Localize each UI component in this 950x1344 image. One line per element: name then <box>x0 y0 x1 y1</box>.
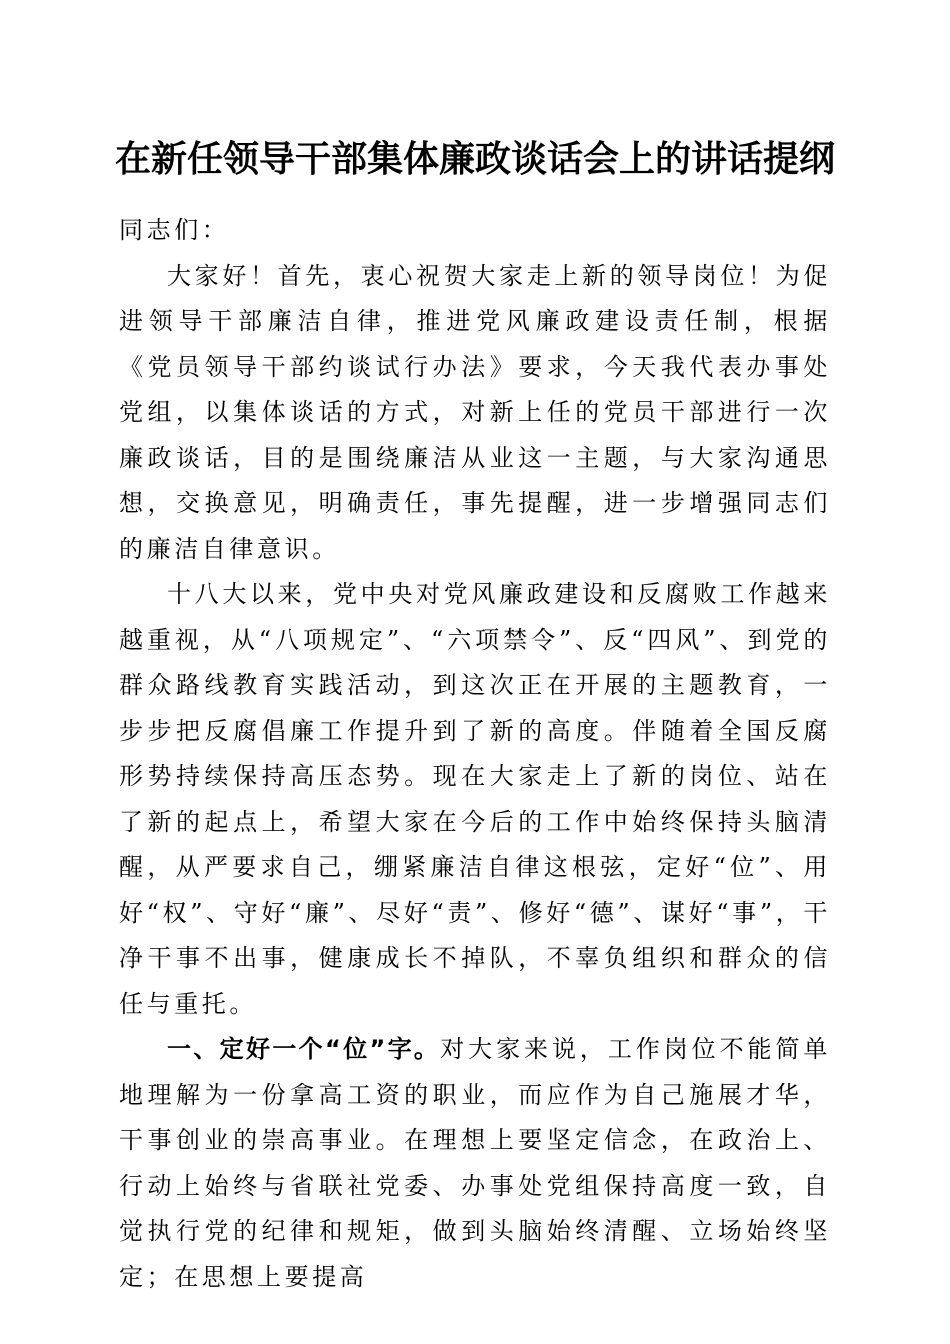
document-title: 在新任领导干部集体廉政谈话会上的讲话提纲 <box>114 138 835 180</box>
salutation: 同志们： <box>119 216 230 244</box>
section-one-heading: 一、定好一个“位”字。 <box>167 1035 441 1063</box>
paragraph-greeting: 大家好！首先，衷心祝贺大家走上新的领导岗位！为促进领导干部廉洁自律，推进党风廉政建设责任制，根据《党员领导干部约谈试行办法》要求，今天我代表办事处党组，以集体谈话的方式，对新上任的党员干部进行一次廉政谈话，目的是围绕廉洁从业这一主题，与大家沟通思想，交换意见，明确责任，事先提醒，进一步增强同志们的廉洁自律意识。 <box>119 261 831 563</box>
paragraph-section-one <box>119 1027 831 1300</box>
document-body <box>119 208 831 1300</box>
section-one-text: 对大家来说，工作岗位不能简单地理解为一份拿高工资的职业，而应作为自己施展才华，干事创业的崇高事业。在理想上要坚定信念，在政治上、行动上始终与省联社党委、办事处党组保持高度一致，自觉执行党的纪律和规矩，做到头脑始终清醒、立场始终坚定；在思想上要提高 <box>119 1035 831 1291</box>
paragraph-background: 十八大以来，党中央对党风廉政建设和反腐败工作越来越重视，从“八项规定”、“六项禁令”、反“四风”、到党的群众路线教育实践活动，到这次正在开展的主题教育，一步步把反腐倡廉工作提升到了新的高度。伴随着全国反腐形势持续保持高压态势。现在大家走上了新的岗位、站在了新的起点上，希望大家在今后的工作中始终保持头脑清醒，从严要求自己，绷紧廉洁自律这根弦，定好“位”、用好“权”、守好“廉”、尽好“责”、修好“德”、谋好“事”，干净干事不出事，健康成长不掉队，不辜负组织和群众的信任与重托。 <box>119 580 831 1018</box>
